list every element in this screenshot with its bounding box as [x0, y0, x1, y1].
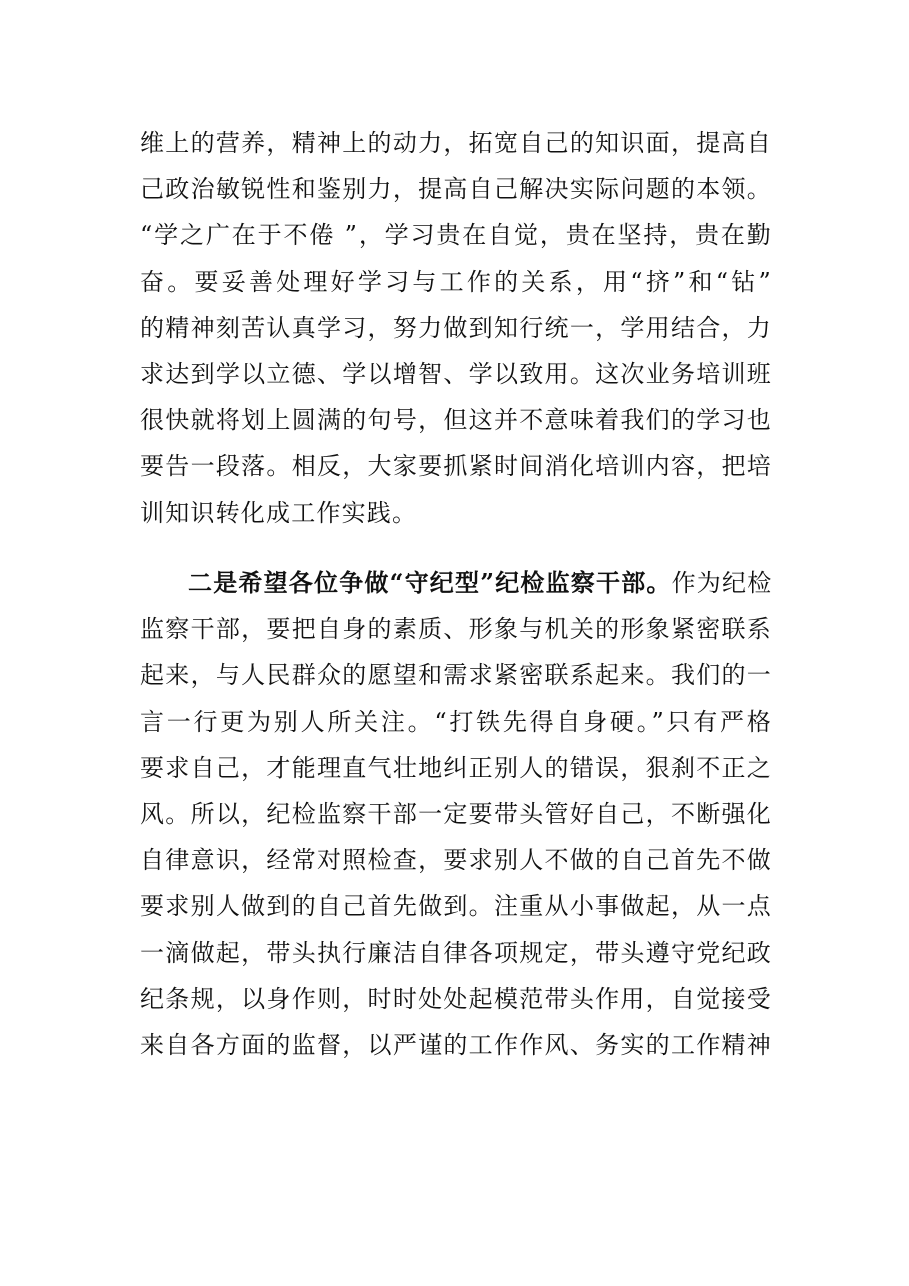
paragraph-1: [140, 120, 772, 536]
text-line: 要告一段落。相反，大家要抓紧时间消化培训内容，把培: [140, 452, 772, 481]
text-line: 维上的营养，精神上的动力，拓宽自己的知识面，提高自: [140, 129, 772, 157]
paragraph-lead-heading: 二是希望各位争做“守纪型”纪检监察干部。: [188, 568, 672, 597]
text-line: 很快就将划上圆满的句号，但这并不意味着我们的学习也: [140, 406, 772, 435]
text-line: 一滴做起，带头执行廉洁自律各项规定，带头遵守党纪政: [140, 938, 772, 967]
text-line: 来自各方面的监督，以严谨的工作作风、务实的工作精神: [140, 1030, 772, 1059]
text-line: 纪条规，以身作则，时时处处起模范带头作用，自觉接受: [140, 984, 772, 1013]
text-line: 的精神刻苦认真学习，努力做到知行统一，学用结合，力: [140, 313, 772, 342]
text-line: 起来，与人民群众的愿望和需求紧密联系起来。我们的一: [140, 661, 772, 690]
text-line: 训知识转化成工作实践。: [140, 498, 418, 527]
text-line: 要求自己，才能理直气壮地纠正别人的错误，狠刹不正之: [140, 753, 772, 782]
text-line: 言一行更为别人所关注。“打铁先得自身硬。”只有严格: [140, 707, 772, 736]
text-line: 要求别人做到的自己首先做到。注重从小事做起，从一点: [140, 892, 772, 921]
text-line: 奋。要妥善处理好学习与工作的关系，用“挤”和“钻”: [140, 267, 772, 296]
text-line: 求达到学以立德、学以增智、学以致用。这次业务培训班: [140, 359, 772, 388]
text-line: 己政治敏锐性和鉴别力，提高自己解决实际问题的本领。: [140, 175, 772, 204]
first-line-text: 作为纪检: [671, 569, 773, 597]
text-line-first: [140, 560, 772, 606]
paragraph-2: [140, 560, 772, 1068]
text-line: “学之广在于不倦 ”，学习贵在自觉，贵在坚持，贵在勤: [140, 221, 772, 250]
text-line: 监察干部，要把自身的素质、形象与机关的形象紧密联系: [140, 615, 772, 644]
text-line: 风。所以，纪检监察干部一定要带头管好自己，不断强化: [140, 799, 772, 828]
text-line: 自律意识，经常对照检查，要求别人不做的自己首先不做: [140, 846, 772, 875]
